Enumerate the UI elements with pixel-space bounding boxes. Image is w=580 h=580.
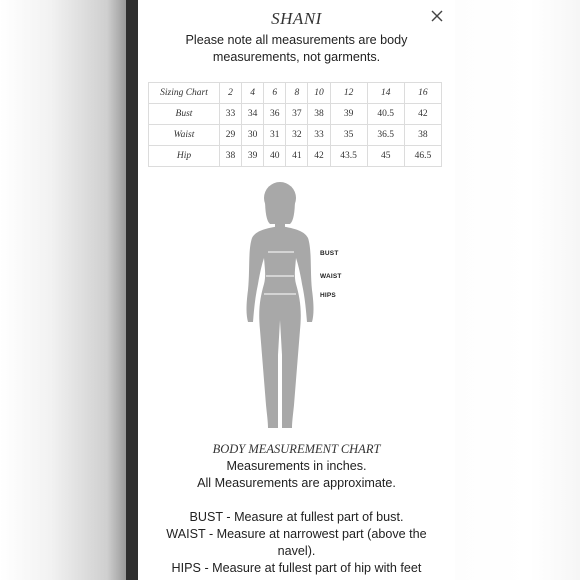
row-label: Waist	[149, 125, 220, 146]
table-row	[149, 146, 442, 167]
measurement-note: Please note all measurements are body measurements, not garments.	[185, 33, 408, 64]
size-header: 8	[286, 83, 308, 104]
size-header: 12	[330, 83, 367, 104]
table-cell: 36	[264, 104, 286, 125]
size-header: 6	[264, 83, 286, 104]
background-strip	[126, 0, 138, 580]
hips-instruction: HIPS - Measure at fullest part of hip with feet	[171, 561, 422, 575]
table-cell: 31	[264, 125, 286, 146]
body-measurement-chart-title: BODY MEASUREMENT CHART	[212, 442, 381, 456]
bust-label: BUST	[320, 250, 339, 257]
waist-label: WAIST	[320, 273, 342, 280]
brand-title: SHANI	[271, 9, 322, 28]
table-row	[149, 104, 442, 125]
table-cell: 38	[308, 104, 330, 125]
table-cell: 37	[286, 104, 308, 125]
table-cell: 38	[404, 125, 441, 146]
table-cell: 34	[242, 104, 264, 125]
body-figure	[238, 180, 358, 440]
table-cell: 39	[330, 104, 367, 125]
units-note: Measurements in inches.	[226, 459, 367, 473]
row-label: Bust	[149, 104, 220, 125]
table-row	[149, 125, 442, 146]
size-header: 2	[220, 83, 242, 104]
approximate-note: All Measurements are approximate.	[197, 476, 396, 490]
background-right	[455, 0, 580, 580]
table-cell: 33	[308, 125, 330, 146]
table-cell: 42	[404, 104, 441, 125]
size-table-corner: Sizing Chart	[149, 83, 220, 104]
size-table	[148, 82, 442, 167]
close-button[interactable]	[429, 8, 445, 24]
table-cell: 39	[242, 146, 264, 167]
table-cell: 41	[286, 146, 308, 167]
size-table-header-row	[149, 83, 442, 104]
table-cell: 29	[220, 125, 242, 146]
size-chart-modal	[138, 0, 455, 580]
table-cell: 43.5	[330, 146, 367, 167]
table-cell: 38	[220, 146, 242, 167]
table-cell: 40.5	[367, 104, 404, 125]
table-cell: 46.5	[404, 146, 441, 167]
table-cell: 40	[264, 146, 286, 167]
row-label: Hip	[149, 146, 220, 167]
table-cell: 42	[308, 146, 330, 167]
table-cell: 32	[286, 125, 308, 146]
table-cell: 35	[330, 125, 367, 146]
size-header: 16	[404, 83, 441, 104]
close-icon	[429, 8, 445, 24]
body-silhouette-icon	[238, 180, 358, 440]
table-cell: 33	[220, 104, 242, 125]
measurement-instructions	[152, 458, 441, 577]
table-cell: 30	[242, 125, 264, 146]
background-left	[0, 0, 126, 580]
hips-label: HIPS	[320, 292, 336, 299]
size-header: 10	[308, 83, 330, 104]
bust-instruction: BUST - Measure at fullest part of bust.	[189, 510, 404, 524]
size-header: 14	[367, 83, 404, 104]
waist-instruction: WAIST - Measure at narrowest part (above the navel).	[166, 527, 427, 558]
spacer	[152, 492, 441, 509]
table-cell: 36.5	[367, 125, 404, 146]
size-header: 4	[242, 83, 264, 104]
table-cell: 45	[367, 146, 404, 167]
